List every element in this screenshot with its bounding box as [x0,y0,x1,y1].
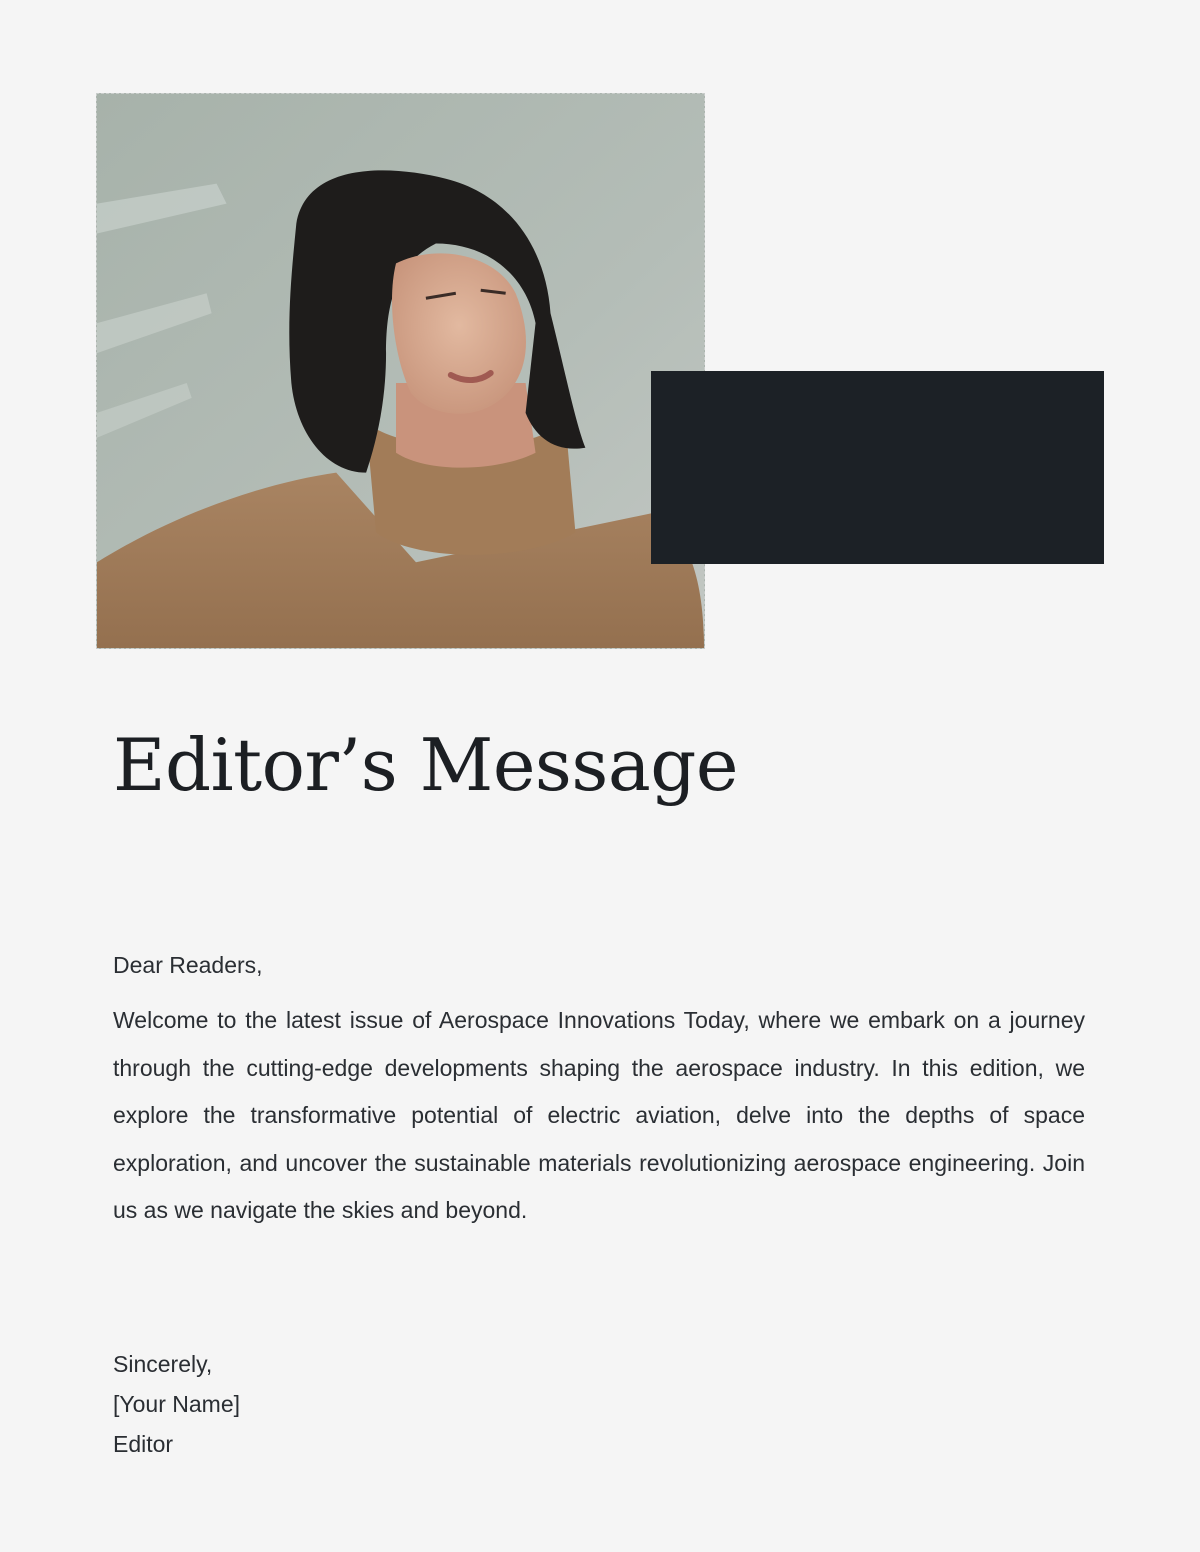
editor-name: [Your Name] [113,1391,240,1417]
letter-closing: Sincerely, [113,1351,213,1377]
page-title: Editor’s Message [113,723,738,807]
letter-body: Welcome to the latest issue of Aerospace Innovations Today, where we embark on a journey through the cutting-edge developments shaping the aerospace industry. In this edition, we explore the transformative potential of electric aviation, delve into the depths of space exploration, and uncover the sustainable materials revolutionizing aerospace engineering. Join us as we navigate the skies and beyond. [113,1007,1085,1223]
decorative-dark-block [651,371,1104,564]
editor-role: Editor [113,1431,174,1457]
portrait-photo-icon [97,94,704,648]
letter-greeting: Dear Readers, [113,952,263,978]
signature-block [113,1344,240,1464]
editor-portrait-image [96,93,705,649]
